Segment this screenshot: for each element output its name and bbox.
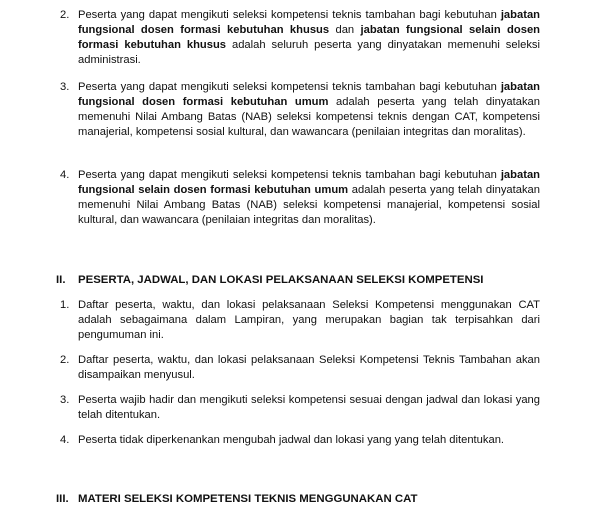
list-item-i-3 [60,80,541,140]
list-number: 2. [60,354,70,366]
text-run: Peserta yang dapat mengikuti seleksi kompetensi teknis tambahan bagi kebutuhan [78,81,501,93]
list-number: 4. [60,434,70,446]
list-item-i-4 [60,168,540,228]
text-run: Peserta yang dapat mengikuti seleksi kompetensi teknis tambahan bagi kebutuhan [78,9,501,21]
text-run: adalah peserta yang telah dinyatakan memenuhi Nilai Ambang Batas (NAB) seleksi kompetensi manajerial, kompetensi sosial kultural, dan wawancara (penilaian integritas dan moralitas). [78,184,540,226]
list-text [78,80,540,140]
bold-text: jabatan fungsional dosen formasi kebutuhan umum [78,81,540,108]
list-text [78,433,540,448]
bold-text: jabatan fungsional selain dosen formasi kebutuhan khusus [78,24,540,51]
list-text [78,168,540,228]
text-run: dan [329,24,361,36]
list-item-ii-1 [60,298,540,343]
list-number: 1. [60,299,70,311]
list-text [78,353,540,383]
list-text [78,393,540,423]
list-item-ii-4 [60,433,540,448]
section-heading-iii [56,492,417,507]
list-item-ii-3 [60,393,540,423]
list-item-i-2 [60,8,541,68]
text-run: Peserta wajib hadir dan mengikuti seleksi kompetensi sesuai dengan jadwal dan lokasi yang telah ditentukan. [78,394,540,421]
list-text [78,298,540,343]
text-run: Peserta yang dapat mengikuti seleksi kompetensi teknis tambahan bagi kebutuhan [78,169,501,181]
text-run: Daftar peserta, waktu, dan lokasi pelaksanaan Seleksi Kompetensi Teknis Tambahan akan disampaikan menyusul. [78,354,540,381]
section-title: PESERTA, JADWAL, DAN LOKASI PELAKSANAAN SELEKSI KOMPETENSI [78,274,484,286]
list-number: 3. [60,81,70,93]
list-number: 2. [60,9,70,21]
text-run: Peserta tidak diperkenankan mengubah jadwal dan lokasi yang yang telah ditentukan. [78,434,505,446]
text-run: Daftar peserta, waktu, dan lokasi pelaksanaan Seleksi Kompetensi menggunakan CAT adalah sebagaimana dalam Lampiran, yang merupakan bagian tak terpisahkan dari pengumuman ini. [78,299,540,341]
section-number: III. [56,493,69,505]
list-number: 4. [60,169,70,181]
bold-text: jabatan fungsional dosen formasi kebutuhan khusus [78,9,540,36]
bold-text: jabatan fungsional selain dosen formasi kebutuhan umum [78,169,540,196]
section-heading-ii [56,273,483,288]
text-run: adalah peserta yang telah dinyatakan memenuhi Nilai Ambang Batas (NAB) seleksi kompetensi teknis dengan CAT, kompetensi manajerial, kompetensi sosial kultural, dan wawancara (penilaian integritas dan moralitas). [78,96,541,138]
list-number: 3. [60,394,70,406]
section-number: II. [56,274,66,286]
text-run: adalah seluruh peserta yang dinyatakan memenuhi seleksi administrasi. [78,39,541,66]
list-text [78,8,540,68]
list-item-ii-2 [60,353,540,383]
section-title: MATERI SELEKSI KOMPETENSI TEKNIS MENGGUNAKAN CAT [78,493,418,505]
